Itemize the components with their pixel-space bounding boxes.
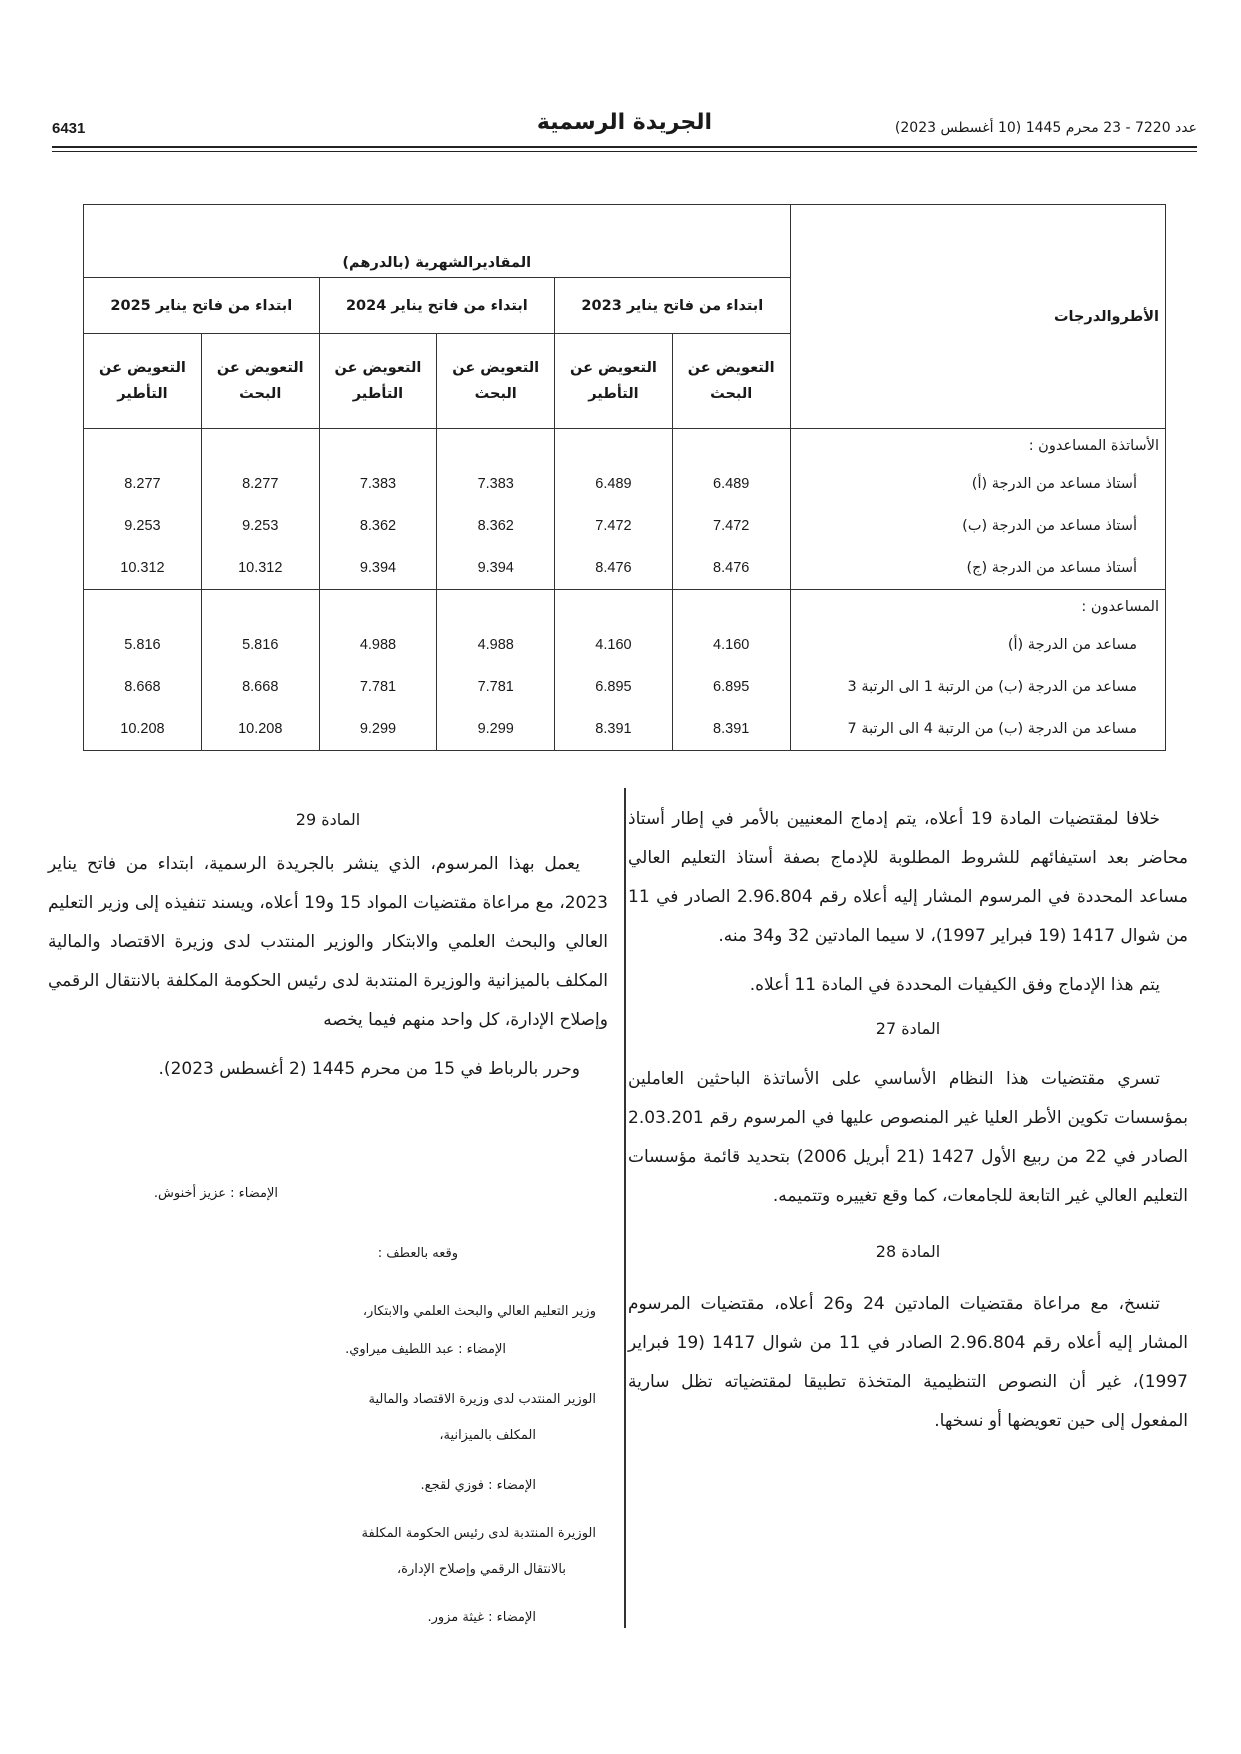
group-label: الأساتذة المساعدون : <box>790 429 1165 464</box>
minister-title: الوزيرة المنتدبة لدى رئيس الحكومة المكلفة <box>361 1526 596 1541</box>
table-cell: 6.895 <box>672 666 790 708</box>
sub-header-research-2023: التعويض عن البحث <box>672 334 790 429</box>
sub-header-supervision-2025: التعويض عن التأطير <box>84 334 202 429</box>
minister-title: المكلف بالميزانية، <box>439 1428 536 1443</box>
table-cell: 7.383 <box>319 463 437 505</box>
row-label: أستاذ مساعد من الدرجة (ب) <box>790 505 1165 547</box>
gazette-title: الجريدة الرسمية <box>536 110 713 135</box>
monthly-amounts-header: المقاديرالشهرية (بالدرهم) <box>84 205 791 278</box>
table-cell: 5.816 <box>201 624 319 666</box>
paragraph: يعمل بهذا المرسوم، الذي ينشر بالجريدة الرسمية، ابتداء من فاتح يناير 2023، مع مراعاة مقتضيات المواد 15 و19 أعلاه، ويسند تنفيذه إلى وزير التعليم العالي والبحث العلمي والابتكار والوزير المنتدب لدى وزيرة الاقتصاد والمالية المكلف بالميزانية والوزيرة المنتدبة لدى رئيس الحكومة المكلفة بالانتقال الرقمي وإصلاح الإدارة، كل واحد منهم فيما يخصه <box>48 854 608 1030</box>
minister-signature: الإمضاء : عبد اللطيف ميراوي. <box>345 1342 506 1357</box>
sub-header-supervision-2023: التعويض عن التأطير <box>555 334 673 429</box>
table-cell: 10.312 <box>201 547 319 590</box>
table-cell: 4.160 <box>555 624 673 666</box>
table-cell: 9.394 <box>437 547 555 590</box>
right-column <box>628 800 1188 1441</box>
table-cell: 6.895 <box>555 666 673 708</box>
sub-header-supervision-2024: التعويض عن التأطير <box>319 334 437 429</box>
row-label: أستاذ مساعد من الدرجة (أ) <box>790 463 1165 505</box>
table-cell: 9.394 <box>319 547 437 590</box>
table-cell: 9.253 <box>84 505 202 547</box>
table-cell: 8.362 <box>437 505 555 547</box>
table-cell: 6.489 <box>555 463 673 505</box>
group-row <box>84 429 1166 464</box>
table-cell: 8.277 <box>201 463 319 505</box>
paragraph: يتم هذا الإدماج وفق الكيفيات المحددة في المادة 11 أعلاه. <box>749 975 1160 995</box>
table-cell: 8.362 <box>319 505 437 547</box>
table-cell: 7.781 <box>437 666 555 708</box>
table-cell: 8.277 <box>84 463 202 505</box>
salary-table <box>83 204 1166 751</box>
period-2024-header: ابتداء من فاتح يناير 2024 <box>319 278 554 334</box>
row-label: مساعد من الدرجة (ب) من الرتبة 1 الى الرتبة 3 <box>790 666 1165 708</box>
paragraph: خلافا لمقتضيات المادة 19 أعلاه، يتم إدماج المعنيين بالأمر في إطار أستاذ محاضر بعد استيفائهم للشروط المطلوبة للإدماج بصفة أستاذ التعليم العالي مساعد المحددة في المرسوم المشار إليه أعلاه رقم 2.96.804 الصادر في 11 من شوال 1417 (19 فبراير 1997)، لا سيما المادتين 32 و34 منه. <box>628 809 1188 946</box>
page-header <box>52 110 1197 146</box>
row-label: مساعد من الدرجة (أ) <box>790 624 1165 666</box>
table-cell: 10.208 <box>84 708 202 751</box>
issue-info: عدد 7220 - 23 محرم 1445 (10 أغسطس 2023) <box>894 120 1197 136</box>
table-row <box>84 547 1166 590</box>
table-cell: 7.781 <box>319 666 437 708</box>
table-cell: 8.476 <box>672 547 790 590</box>
paragraph: تسري مقتضيات هذا النظام الأساسي على الأساتذة الباحثين العاملين بمؤسسات تكوين الأطر العليا غير المنصوص عليها في المرسوم رقم 2.03.201 الصادر في 22 من ربيع الأول 1427 (21 أبريل 2006) بتحديد قائمة مؤسسات التعليم العالي غير التابعة للجامعات، كما وقع تغييره وتتميمه. <box>628 1069 1188 1206</box>
group-row <box>84 590 1166 625</box>
category-header: الأطروالدرجات <box>790 205 1165 429</box>
table-cell: 8.668 <box>201 666 319 708</box>
table-cell: 7.472 <box>555 505 673 547</box>
table-cell: 10.208 <box>201 708 319 751</box>
table-row <box>84 463 1166 505</box>
table-cell: 10.312 <box>84 547 202 590</box>
table-cell: 8.668 <box>84 666 202 708</box>
minister-title: بالانتقال الرقمي وإصلاح الإدارة، <box>396 1562 566 1577</box>
header-rule <box>52 146 1197 148</box>
minister-signature: الإمضاء : غيثة مزور. <box>427 1610 536 1625</box>
sub-header-research-2024: التعويض عن البحث <box>437 334 555 429</box>
group-label: المساعدون : <box>790 590 1165 625</box>
minister-signature: الإمضاء : فوزي لقجع. <box>420 1478 536 1493</box>
period-2023-header: ابتداء من فاتح يناير 2023 <box>555 278 790 334</box>
table-cell: 4.160 <box>672 624 790 666</box>
article-heading: المادة 29 <box>295 810 361 829</box>
table-cell: 9.299 <box>319 708 437 751</box>
table-cell: 5.816 <box>84 624 202 666</box>
table-cell: 8.391 <box>555 708 673 751</box>
period-2025-header: ابتداء من فاتح يناير 2025 <box>84 278 320 334</box>
signature-primary: الإمضاء : عزيز أخنوش. <box>153 1186 278 1201</box>
paragraph: تنسخ، مع مراعاة مقتضيات المادتين 24 و26 أعلاه، مقتضيات المرسوم المشار إليه أعلاه رقم 2.96.804 الصادر في 11 من شوال 1417 (19 فبراير 1997)، غير أن النصوص التنظيمية المتخذة تطبيقا لمقتضياته تظل سارية المفعول إلى حين تعويضها أو نسخها. <box>628 1294 1188 1431</box>
column-divider <box>624 788 626 1628</box>
table-cell: 7.472 <box>672 505 790 547</box>
minister-title: وزير التعليم العالي والبحث العلمي والابتكار، <box>362 1304 596 1319</box>
table-cell: 8.476 <box>555 547 673 590</box>
table-row <box>84 666 1166 708</box>
table-cell: 7.383 <box>437 463 555 505</box>
row-label: أستاذ مساعد من الدرجة (ج) <box>790 547 1165 590</box>
article-heading: المادة 28 <box>875 1242 941 1261</box>
table-cell: 4.988 <box>319 624 437 666</box>
paragraph: وحرر بالرباط في 15 من محرم 1445 (2 أغسطس 2023). <box>158 1059 580 1079</box>
cosign-label: وقعه بالعطف : <box>377 1246 458 1261</box>
article-heading: المادة 27 <box>875 1019 941 1038</box>
sub-header-research-2025: التعويض عن البحث <box>201 334 319 429</box>
table-row <box>84 624 1166 666</box>
header-rule-thin <box>52 151 1197 152</box>
table-cell: 9.299 <box>437 708 555 751</box>
table-cell: 4.988 <box>437 624 555 666</box>
row-label: مساعد من الدرجة (ب) من الرتبة 4 الى الرتبة 7 <box>790 708 1165 751</box>
table-row <box>84 505 1166 547</box>
table-cell: 8.391 <box>672 708 790 751</box>
table-cell: 6.489 <box>672 463 790 505</box>
table-row <box>84 708 1166 751</box>
page-number: 6431 <box>52 120 86 137</box>
left-column <box>48 800 608 1640</box>
minister-title: الوزير المنتدب لدى وزيرة الاقتصاد والمالية <box>368 1392 596 1407</box>
table-cell: 9.253 <box>201 505 319 547</box>
